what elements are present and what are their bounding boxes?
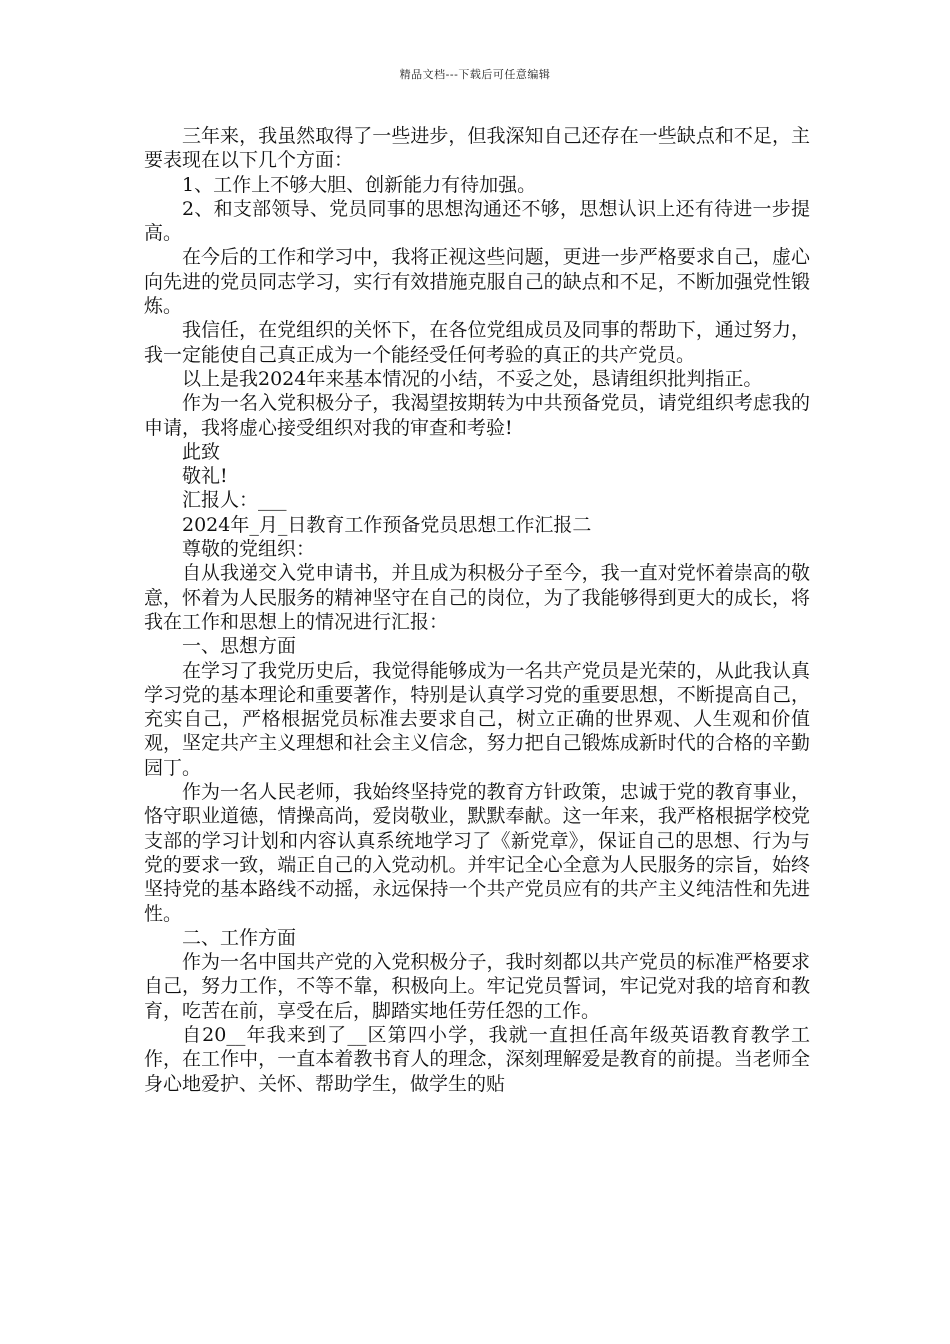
section-heading: 一、思想方面	[182, 635, 297, 658]
paragraph: 作为一名人民老师，我始终坚持党的教育方针政策，忠诚于党的教育事业，恪守职业道德，情操高尚，爱岗敬业，默默奉献。这一年来，我严格根据学校党支部的学习计划和内容认真系统地学习了《新党章》，保证自己的思想、行为与党的要求一致，端正自己的入党动机。并牢记全心全意为人民服务的宗旨，始终坚持党的基本路线不动摇，永远保持一个共产党员应有的共产主义纯洁性和先进性。	[144, 781, 810, 925]
salutation: 尊敬的党组织：	[182, 538, 316, 561]
reporter-signature: 汇报人：___	[182, 489, 287, 512]
paragraph: 三年来，我虽然取得了一些进步，但我深知自己还存在一些缺点和不足，主要表现在以下几个方面：	[144, 125, 810, 172]
paragraph: 作为一名入党积极分子，我渴望按期转为中共预备党员，请党组织考虑我的申请，我将虚心接受组织对我的审查和考验!	[144, 392, 810, 439]
paragraph: 作为一名中国共产党的入党积极分子，我时刻都以共产党员的标准严格要求自己，努力工作，不等不靠，积极向上。牢记党员誓词，牢记党对我的培育和教育，吃苦在前，享受在后，脚踏实地任劳任怨的工作。	[144, 951, 810, 1022]
document-body	[144, 124, 810, 1096]
paragraph: 以上是我2024年来基本情况的小结，不妥之处，恳请组织批判指正。	[182, 367, 763, 390]
closing-salutation: 此致	[182, 440, 221, 463]
section-heading: 二、工作方面	[182, 926, 297, 949]
paragraph: 2、和支部领导、党员同事的思想沟通还不够，思想认识上还有待进一步提高。	[144, 197, 810, 245]
paragraph: 1、工作上不够大胆、创新能力有待加强。	[182, 173, 537, 196]
paragraph: 自从我递交入党申请书，并且成为积极分子至今，我一直对党怀着崇高的敬意，怀着为人民服务的精神坚守在自己的岗位，为了我能够得到更大的成长，将我在工作和思想上的情况进行汇报：	[144, 562, 810, 633]
page-header: 精品文档---下载后可任意编辑	[399, 68, 551, 81]
paragraph: 在今后的工作和学习中，我将正视这些问题，更进一步严格要求自己，虚心向先进的党员同志学习，实行有效措施克服自己的缺点和不足，不断加强党性锻炼。	[144, 246, 810, 318]
paragraph: 我信任，在党组织的关怀下，在各位党组成员及同事的帮助下，通过努力，我一定能使自己真正成为一个能经受任何考验的真正的共产党员。	[144, 319, 810, 366]
paragraph: 在学习了我党历史后，我觉得能够成为一名共产党员是光荣的，从此我认真学习党的基本理论和重要著作，特别是认真学习党的重要思想，不断提高自己，充实自己，严格根据党员标准去要求自己，树立正确的世界观、人生观和价值观，坚定共产主义理想和社会主义信念，努力把自己锻炼成新时代的合格的辛勤园丁。	[144, 659, 810, 779]
section-title: 2024年_月_日教育工作预备党员思想工作汇报二	[182, 513, 592, 536]
closing-respect: 敬礼!	[182, 465, 228, 488]
paragraph: 自20__年我来到了__区第四小学，我就一直担任高年级英语教育教学工作，在工作中，一直本着教书育人的理念，深刻理解爱是教育的前提。当老师全身心地爱护、关怀、帮助学生，做学生的贴	[144, 1023, 810, 1095]
